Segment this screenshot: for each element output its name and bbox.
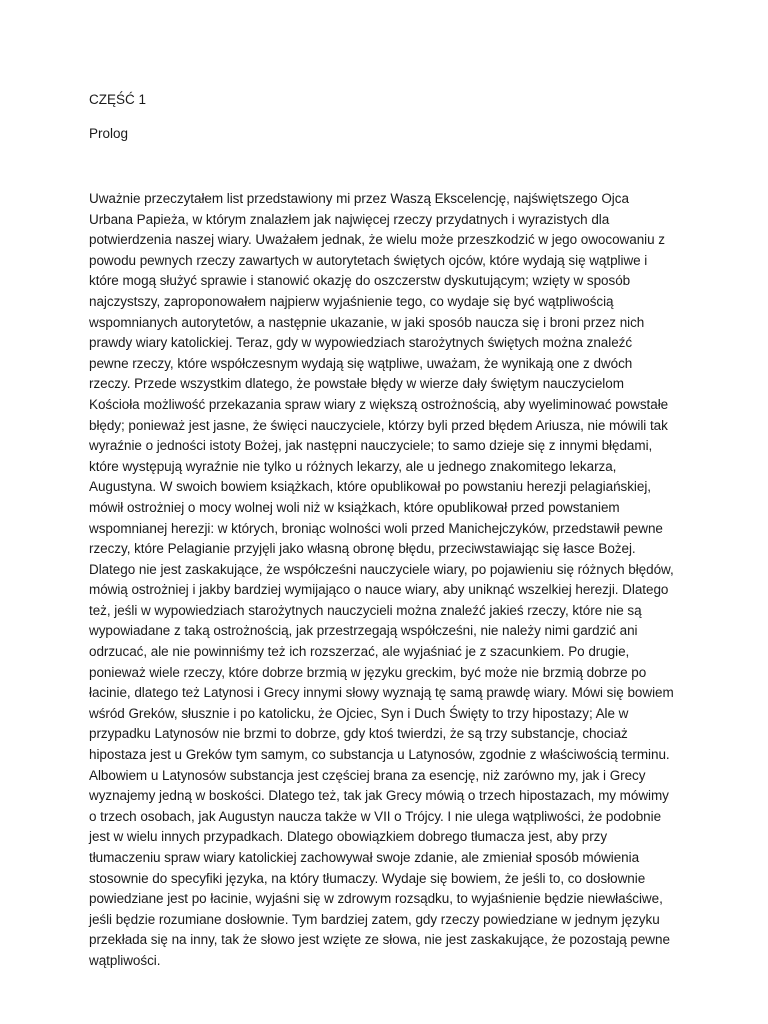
body-paragraph: Uważnie przeczytałem list przedstawiony mi przez Waszą Ekscelencję, najświętszego Ojca Urbana Papieża, w którym znalazłem jak najwięcej rzeczy przydatnych i wyrazistych dla potwierdzenia naszej wiary. Uważałem jednak, że wielu może przeszkodzić w jego owocowaniu z powodu pewnych rzeczy zawartych w autorytetach świętych ojców, które wydają się wątpliwe i które mogą służyć sprawie i stanowić okazję do oszczerstw dyskutującym; wzięty w sposób najczystszy, zaproponowałem najpierw wyjaśnienie tego, co wydaje się być wątpliwością wspomnianych autorytetów, a następnie ukazanie, w jaki sposób naucza się i broni przez nich prawdy wiary katolickiej. Teraz, gdy w wypowiedziach starożytnych świętych można znaleźć pewne rzeczy, które współczesnym wydają się wątpliwe, uważam, że wynikają one z dwóch rzeczy. Przede wszystkim dlatego, że powstałe błędy w wierze dały świętym nauczycielom Kościoła możliwość przekazania spraw wiary z większą ostrożnością, aby wyeliminować powstałe błędy; ponieważ jest jasne, że święci nauczyciele, którzy byli przed błędem Ariusza, nie mówili tak wyraźnie o jedności istoty Bożej, jak następni nauczyciele; to samo dzieje się z innymi błędami, które występują wyraźnie nie tylko u różnych lekarzy, ale u jednego znakomitego lekarza, Augustyna. W swoich bowiem książkach, które opublikował po powstaniu herezji pelagiańskiej, mówił ostrożniej o mocy wolnej woli niż w książkach, które opublikował przed powstaniem wspomnianej herezji: w których, broniąc wolności woli przed Manichejczyków, przedstawił pewne rzeczy, które Pelagianie przyjęli jako własną obronę błędu, przeciwstawiając się łasce Bożej. Dlatego nie jest zaskakujące, że współcześni nauczyciele wiary, po pojawieniu się różnych błędów, mówią ostrożniej i jakby bardziej wymijająco o nauce wiary, aby uniknąć wszelkiej herezji. Dlatego też, jeśli w wypowiedziach starożytnych nauczycieli można znaleźć jakieś rzeczy, które nie są wypowiadane z taką ostrożnością, jak przestrzegają współcześni, nie należy nimi gardzić ani odrzucać, ale nie powinniśmy też ich rozszerzać, ale wyjaśniać je z szacunkiem. Po drugie, ponieważ wiele rzeczy, które dobrze brzmią w języku greckim, być może nie brzmią dobrze po łacinie, dlatego też Latynosi i Grecy innymi słowy wyznają tę samą prawdę wiary. Mówi się bowiem wśród Greków, słusznie i po katolicku, że Ojciec, Syn i Duch Święty to trzy hipostazy; Ale w przypadku Latynosów nie brzmi to dobrze, gdy ktoś twierdzi, że są trzy substancje, chociaż hipostaza jest u Greków tym samym, co substancja u Latynosów, zgodnie z właściwością terminu. Albowiem u Latynosów substancja jest częściej brana za esencję, niż zarówno my, jak i Grecy wyznajemy jedną w boskości. Dlatego też, tak jak Grecy mówią o trzech hipostazach, my mówimy o trzech osobach, jak Augustyn naucza także w VII o Trójcy. I nie ulega wątpliwości, że podobnie jest w wielu innych przypadkach. Dlatego obowiązkiem dobrego tłumacza jest, aby przy tłumaczeniu spraw wiary katolickiej zachowywał swoje zdanie, ale zmieniał sposób mówienia stosownie do specyfiki języka, na który tłumaczy. Wydaje się bowiem, że jeśli to, co dosłownie powiedziane jest po łacinie, wyjaśni się w zdrowym rozsądku, to wyjaśnienie będzie niewłaściwe, jeśli będzie rozumiane dosłownie. Tym bardziej zatem, gdy rzeczy powiedziane w jednym języku przekłada się na inny, tak że słowo jest wzięte ze słowa, nie jest zaskakujące, że pozostają pewne wątpliwości. [89, 191, 674, 968]
part-heading: CZĘŚĆ 1 [89, 92, 147, 107]
section-heading: Prolog [89, 126, 129, 141]
